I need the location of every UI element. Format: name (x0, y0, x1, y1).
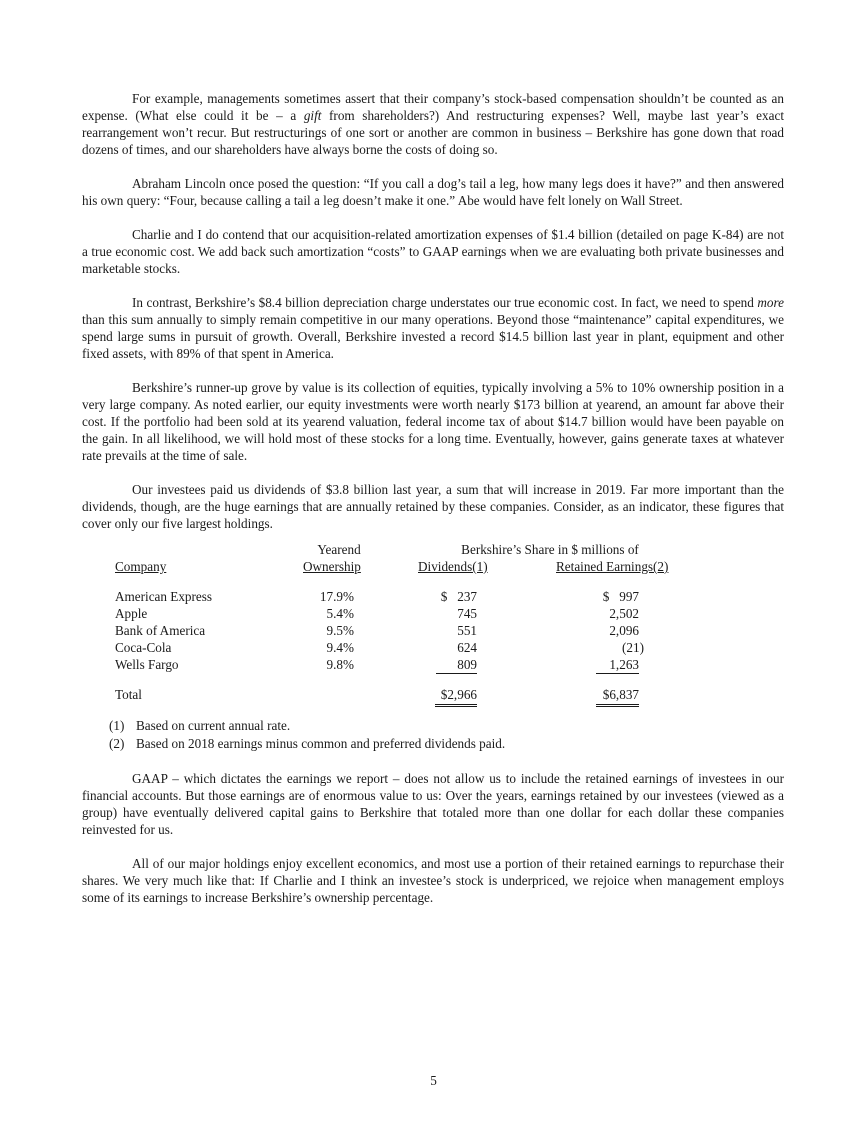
table-cell-ownership: 17.9% (319, 589, 354, 604)
table-cell-ownership: 9.8% (326, 657, 354, 672)
table-cell-company: American Express (115, 589, 213, 604)
paragraph-text: In contrast, Berkshire’s $8.4 billion depreciation charge understates our true economic cost. In fact, we need to spend (132, 295, 758, 310)
table-cell-ownership: 5.4% (326, 606, 354, 621)
holdings-table (82, 541, 784, 707)
document-page (82, 90, 784, 923)
table-cell-ownership: 9.4% (326, 640, 354, 655)
table-cell-company: Wells Fargo (115, 657, 179, 672)
emphasis-text: more (757, 295, 784, 310)
paragraph-equities: Berkshire’s runner-up grove by value is its collection of equities, typically involving a 5% to 10% ownership position in a very large company. As noted earlier, our equity investments were worth nearly $173 billion at yearend, an amount far above their cost. If the portfolio had been sold at its yearend valuation, federal income tax of about $14.7 billion would have been payable on the gain. In all likelihood, we will hold most of these stocks for a long time. Eventually, however, gains generate taxes at whatever rate prevails at the time of sale. (82, 380, 784, 463)
header-retained-earnings: Retained Earnings(2) (556, 559, 669, 574)
footnotes (82, 717, 784, 753)
table-cell-dividends: $ 237 (440, 589, 477, 604)
footnote-number: (1) (109, 718, 125, 733)
footnote-number: (2) (109, 736, 125, 751)
paragraph-text: For example, managements sometimes assert that their company’s stock-based compensation shouldn’t be counted as an expense. (What else could it be – a (82, 91, 784, 123)
paragraph-lincoln: Abraham Lincoln once posed the question: “If you call a dog’s tail a leg, how many legs does it have?” and then answered his own query: “Four, because calling a tail a leg doesn’t make it one.” Abe would have felt lonely on Wall Street. (82, 176, 784, 208)
header-ownership: Ownership (303, 559, 361, 574)
paragraph-text: from shareholders?) And restructuring expenses? Well, maybe last year’s exact rearrangement won’t recur. But restructurings of one sort or another are common in business – Berkshire has gone down that road dozens of times, and our shareholders have always borne the costs of doing so. (82, 108, 784, 157)
table-cell-dividends: 809 (436, 656, 477, 674)
emphasis-text: gift (303, 108, 322, 123)
table-total-dividends: $2,966 (435, 686, 477, 707)
paragraph-repurchases: All of our major holdings enjoy excellent economics, and most use a portion of their retained earnings to repurchase their shares. We very much like that: If Charlie and I think an investee’s stock is underpriced, we rejoice when management employs some of its earnings to increase Berkshire’s ownership percentage. (82, 856, 784, 905)
header-company: Company (115, 559, 167, 574)
table-cell-ownership: 9.5% (326, 623, 354, 638)
paragraph-gaap: GAAP – which dictates the earnings we report – does not allow us to include the retained earnings of investees in our financial accounts. But those earnings are of enormous value to us: Over the years, earnings retained by our investees (viewed as a group) have eventually delivered capital gains to Berkshire that totaled more than one dollar for each dollar these companies reinvested for us. (82, 771, 784, 837)
table-cell-company: Bank of America (115, 623, 206, 638)
page-number: 5 (430, 1073, 437, 1088)
paragraph-amortization: Charlie and I do contend that our acquisition-related amortization expenses of $1.4 billion (detailed on page K-84) are not a true economic cost. We add back such amortization “costs” to GAAP earnings when we are evaluating both private businesses and marketable stocks. (82, 227, 784, 276)
table-cell-dividends: 551 (457, 623, 477, 638)
table-cell-dividends: 624 (457, 640, 477, 655)
table-cell-company: Apple (115, 606, 148, 621)
header-yearend: Yearend (317, 542, 361, 557)
table-cell-retained: (21) (622, 640, 644, 655)
table-total-retained: $6,837 (596, 686, 639, 707)
footnote (109, 735, 784, 753)
footnote-text: Based on 2018 earnings minus common and preferred dividends paid. (136, 736, 506, 751)
table-cell-retained: $ 997 (602, 589, 639, 604)
footnote (109, 717, 784, 735)
table-cell-retained: 2,502 (609, 606, 639, 621)
paragraph-text: than this sum annually to simply remain competitive in our many operations. Beyond those “maintenance” capital expenditures, we spend large sums in pursuit of growth. Overall, Berkshire invested a record $14.5 billion last year in plant, equipment and other fixed assets, with 89% of that spent in America. (82, 312, 784, 361)
table-cell-retained: 1,263 (596, 656, 639, 674)
table-total-label: Total (115, 687, 142, 702)
paragraph-dividends: Our investees paid us dividends of $3.8 billion last year, a sum that will increase in 2019. Far more important than the dividends, though, are the huge earnings that are annually retained by these companies. Consider, as an indicator, these figures that cover only our five largest holdings. (82, 482, 784, 531)
table-cell-company: Coca-Cola (115, 640, 172, 655)
header-dividends: Dividends(1) (418, 559, 488, 574)
table-cell-dividends: 745 (457, 606, 477, 621)
paragraph-depreciation (82, 294, 784, 362)
paragraph-stock-compensation (82, 90, 784, 158)
footnote-text: Based on current annual rate. (136, 718, 291, 733)
header-group-berkshire-share: Berkshire’s Share in $ millions of (461, 542, 639, 557)
table-cell-retained: 2,096 (609, 623, 639, 638)
